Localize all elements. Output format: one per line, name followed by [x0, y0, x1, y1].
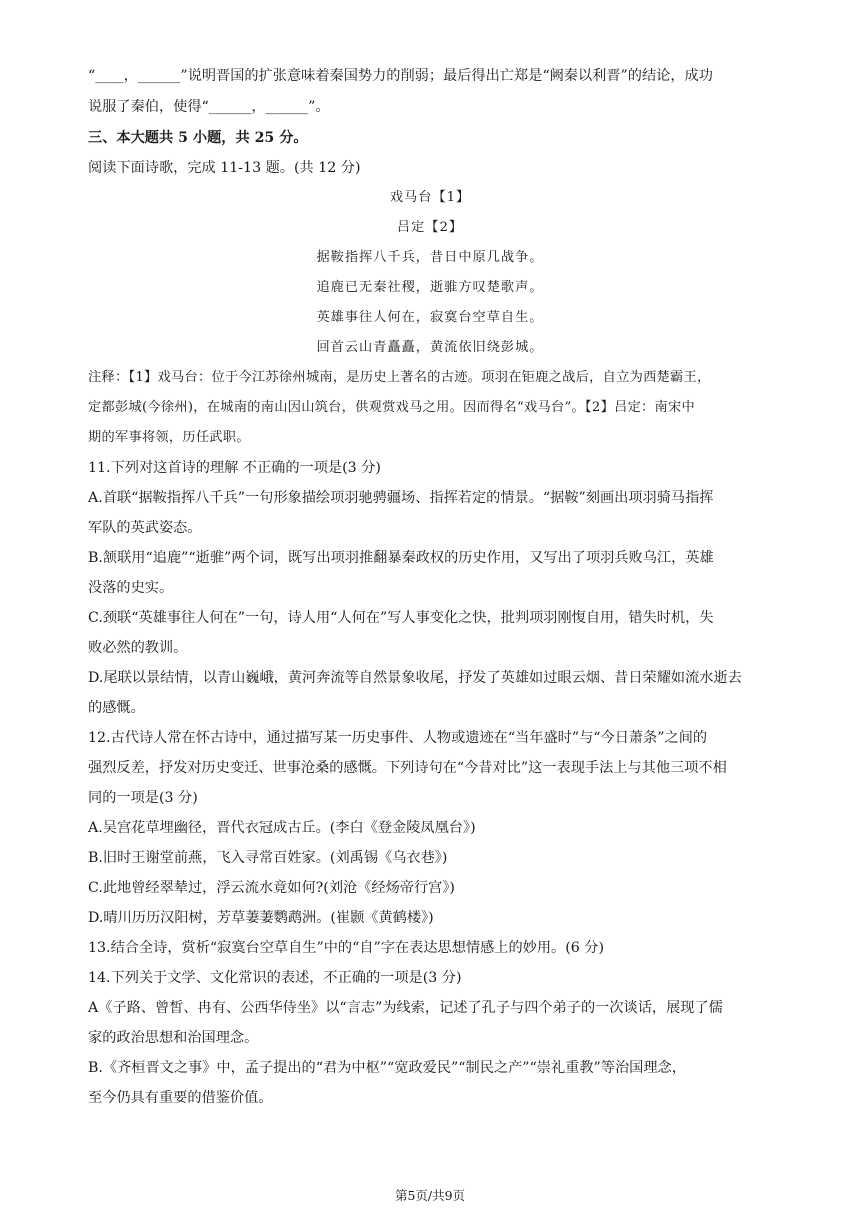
question-13: 13.结合全诗，赏析“寂寞台空草自生”中的“自”字在表达思想情感上的妙用。(6 分): [88, 940, 604, 956]
option-d: D.尾联以景结情，以青山巍峨，黄河奔流等自然景象收尾，抒发了英雄如过眼云烟、昔日荣耀如流水逝去: [88, 670, 742, 686]
option-c: C.颈联“英雄事往人何在”一句，诗人用“人何在”写人事变化之快，批判项羽刚愎自用，错失时机，失: [88, 610, 714, 626]
option-d: D.晴川历历汉阳树，芳草萋萋鹦鹉洲。(崔颢《黄鹤楼》): [88, 910, 434, 926]
poem-line: 英雄事往人何在，寂寞台空草自生。: [316, 310, 544, 325]
page-number: 第5页/共9页: [394, 1188, 466, 1203]
poem-line: 追鹿已无秦社稷，逝骓方叹楚歌声。: [316, 280, 544, 295]
option-c-cont: 败必然的教训。: [88, 640, 188, 656]
question-14: 14.下列关于文学、文化常识的表述，不正确的一项是(3 分): [88, 970, 462, 986]
option-b: B.颔联用“追鹿”“逝骓”两个词，既写出项羽推翻暴秦政权的历史作用，又写出了项羽兵败乌江，英雄: [88, 550, 714, 566]
option-c: C.此地曾经翠辇过，浮云流水竟如何?(刘沧《经炀帝行宫》): [88, 880, 455, 896]
option-d-cont: 的感慨。: [88, 700, 145, 716]
question-12: 12.古代诗人常在怀古诗中，通过描写某一历史事件、人物或遗迹在“当年盛时”与“今日萧条”之间的: [88, 730, 708, 746]
option-a: A.吴宫花草埋幽径，晋代衣冠成古丘。(李白《登金陵凤凰台》): [88, 820, 476, 836]
poem-line: 回首云山青矗矗，黄流依旧绕彭城。: [316, 340, 544, 355]
paragraph-line: 说服了秦伯，使得“______，______”。: [88, 99, 330, 115]
option-b-cont: 没落的史实。: [88, 580, 174, 596]
option-a: A《子路、曾皙、冉有、公西华侍坐》以“言志”为线索，记述了孔子与四个弟子的一次谈话，展现了儒: [88, 1000, 723, 1016]
annotation-line: 期的军事将领，历任武职。: [88, 430, 250, 445]
instruction-line: 阅读下面诗歌，完成 11-13 题。(共 12 分): [88, 160, 361, 176]
option-a: A.首联“据鞍指挥八千兵”一句形象描绘项羽驰骋疆场、指挥若定的情景。“据鞍”刻画出项羽骑马指挥: [88, 490, 714, 506]
option-b-cont: 至今仍具有重要的借鉴价值。: [88, 1090, 273, 1106]
question-12-cont: 强烈反差，抒发对历史变迁、世事沧桑的感慨。下列诗句在“今昔对比”这一表现手法上与其他三项不相: [88, 760, 727, 776]
question-11: 11.下列对这首诗的理解 不正确的一项是(3 分): [88, 460, 381, 476]
poem-line: 据鞍指挥八千兵，昔日中原几战争。: [316, 250, 544, 265]
option-a-cont: 家的政治思想和治国理念。: [88, 1030, 259, 1046]
option-a-cont: 军队的英武姿态。: [88, 520, 202, 536]
annotation-line: 定都彭城(今徐州)，在城南的南山因山筑台，供观赏戏马之用。因而得名“戏马台”。【2】吕定：南宋中: [88, 400, 696, 415]
poem-title: 戏马台【1】: [389, 190, 471, 205]
annotation-line: 注释：【1】戏马台：位于今江苏徐州城南，是历史上著名的古迹。项羽在钜鹿之战后，自立为西楚霸王，: [88, 370, 711, 385]
option-b: B.旧时王谢堂前燕，飞入寻常百姓家。(刘禹锡《乌衣巷》): [88, 850, 448, 866]
option-b: B.《齐桓晋文之事》中，孟子提出的“君为中枢”“宽政爱民”“制民之产”“崇礼重教”等治国理念，: [88, 1060, 686, 1076]
question-12-cont: 同的一项是(3 分): [88, 790, 198, 806]
section-heading: 三、本大题共 5 小题，共 25 分。: [88, 130, 308, 146]
paragraph-line: “____，______”说明晋国的扩张意味着秦国势力的削弱；最后得出亡郑是“阙秦以利晋”的结论，成功: [88, 68, 713, 84]
poem-author: 吕定【2】: [396, 220, 464, 235]
